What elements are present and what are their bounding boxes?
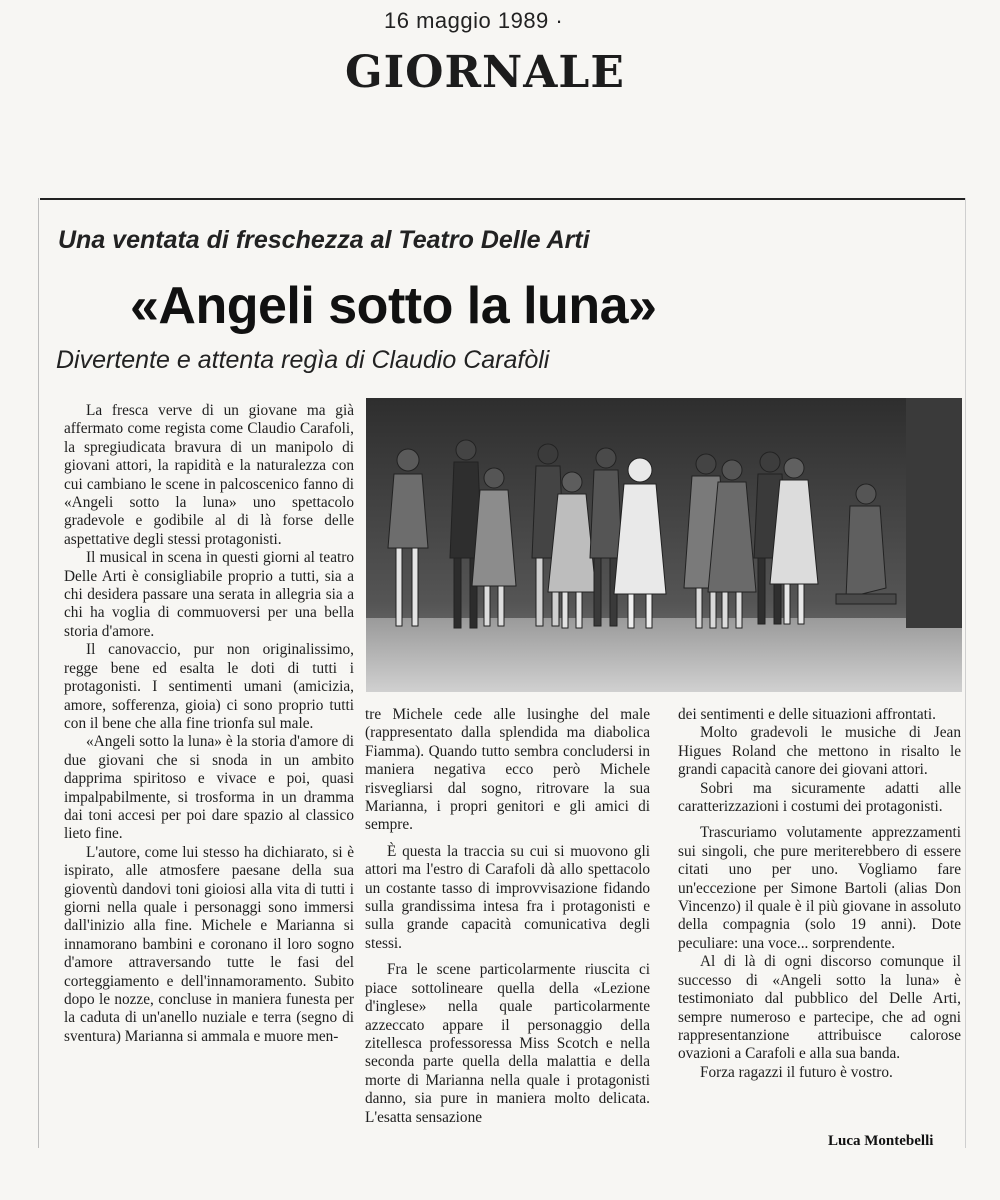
paragraph: Fra le scene particolarmente riuscita ci piace sottolineare quella della «Lezione d'inglese» nella quale particolarmente azzeccato appare il personaggio della zitellesca professoressa Miss Scotch e nella seconda parte quella della malattia e della morte di Marianna nella quale i protagonisti danno, sia pure in maniera molto delicata. L'esatta sensazione (365, 961, 650, 1126)
article-column-1 (64, 402, 354, 1046)
paragraph: L'autore, come lui stesso ha dichiarato, si è ispirato, alle atmosfere paesane della sua gioventù dandovi toni gioiosi alla vita di tutti i giorni nella quale i personaggi sono immersi dall'inizio alla fine. Michele e Marianna si innamorano bambini e coronano il loro sogno d'amore attraversando tutte le fasi del corteggiamento e dell'innamoramento. Subito dopo le nozze, concluse in maniera funesta per la caduta di un'anello nuziale e terra (segno di sventura) Marianna si ammala e muore men- (64, 843, 354, 1045)
paragraph: La fresca verve di un giovane ma già affermato come regista come Claudio Carafoli, la spregiudicata bravura di un manipolo di giovani attori, la rapidità e la naturalezza con cui cambiano le scene in palcoscenico fanno di «Angeli sotto la luna» uno spettacolo gradevole e godibile al di là forse delle aspettative degli stessi protagonisti. (64, 402, 354, 548)
paragraph: dei sentimenti e delle situazioni affrontati. (678, 706, 936, 723)
article-kicker: Una ventata di freschezza al Teatro Delle Arti (58, 226, 590, 254)
paragraph: È questa la traccia su cui si muovono gli attori ma l'estro di Carafoli dà allo spettacolo un costante tasso di improvvisazione fidando sulla grandissima intesa fra i protagonisti e sulla grande capacità comunicativa degli stessi. (365, 842, 650, 952)
article-column-2 (365, 706, 650, 1127)
article-headline: «Angeli sotto la luna» (130, 277, 657, 335)
paragraph: Il musical in scena in questi giorni al teatro Delle Arti è consigliabile proprio a tutti, sia a chi desidera passare una serata in allegria sia a chi ha voglia di commuoversi per una bella storia d'amore. (64, 549, 354, 640)
author-signature: Luca Montebelli (828, 1133, 934, 1149)
paragraph: Al di là di ogni discorso comunque il successo di «Angeli sotto la luna» è testimoniato dal pubblico del Delle Arti, sempre numeroso e partecipe, che ad ogni rappresentanzione attribuisce calorose ovazioni a Carafoli e alla sua banda. (678, 953, 961, 1063)
paragraph: «Angeli sotto la luna» è la storia d'amore di due giovani che si snoda in un ambito dapprima spiritoso e vivace e poi, quasi impalpabilmente, si trosforma in un dramma dai toni accesi per poi dare spazio al classico lieto fine. (64, 733, 354, 843)
paragraph: Trascuriamo volutamente apprezzamenti sui singoli, che pure meriterebbero di essere citati uno per uno. Vogliamo fare un'eccezione per Simone Bartoli (alias Don Vincenzo) il quale è il più giovane in assoluto della compagnia (solo 19 anni). Dote peculiare: una voce... sorprendente. (678, 824, 961, 952)
article-subhead: Divertente e attenta regìa di Claudio Carafòli (56, 346, 550, 374)
frame-right-border (965, 198, 966, 1148)
stage-photo (366, 398, 962, 692)
stage-photo-image (366, 398, 962, 692)
article-column-3 (678, 706, 961, 1082)
top-rule (40, 198, 965, 200)
newspaper-masthead: GIORNALE (345, 47, 625, 98)
paragraph: Il canovaccio, pur non originalissimo, regge bene ed esalta le doti di tutti i protagonisti. I sentimenti umani (amicizia, amore, sofferenza, gioia) ci sono proprio tutti con il bene che alla fine trionfa sul male. (64, 641, 354, 732)
paragraph: Sobri ma sicuramente adatti alle caratterizzazioni i costumi dei protagonisti. (678, 779, 961, 816)
frame-left-border (38, 198, 39, 1148)
clipping-date: 16 maggio 1989 · (384, 8, 564, 33)
paragraph: tre Michele cede alle lusinghe del male (rappresentato dalla splendida ma diabolica Fiamma). Quando tutto sembra concludersi in maniera negativa ecco però Michele risvegliarsi dal sogno, ritrovare la sua Marianna, i propri genitori e gli amici di sempre. (365, 706, 650, 834)
paragraph: Molto gradevoli le musiche di Jean Higues Roland che mettono in risalto le grandi capacità canore dei giovani attori. (678, 724, 961, 779)
paragraph: Forza ragazzi il futuro è vostro. (700, 1063, 893, 1081)
